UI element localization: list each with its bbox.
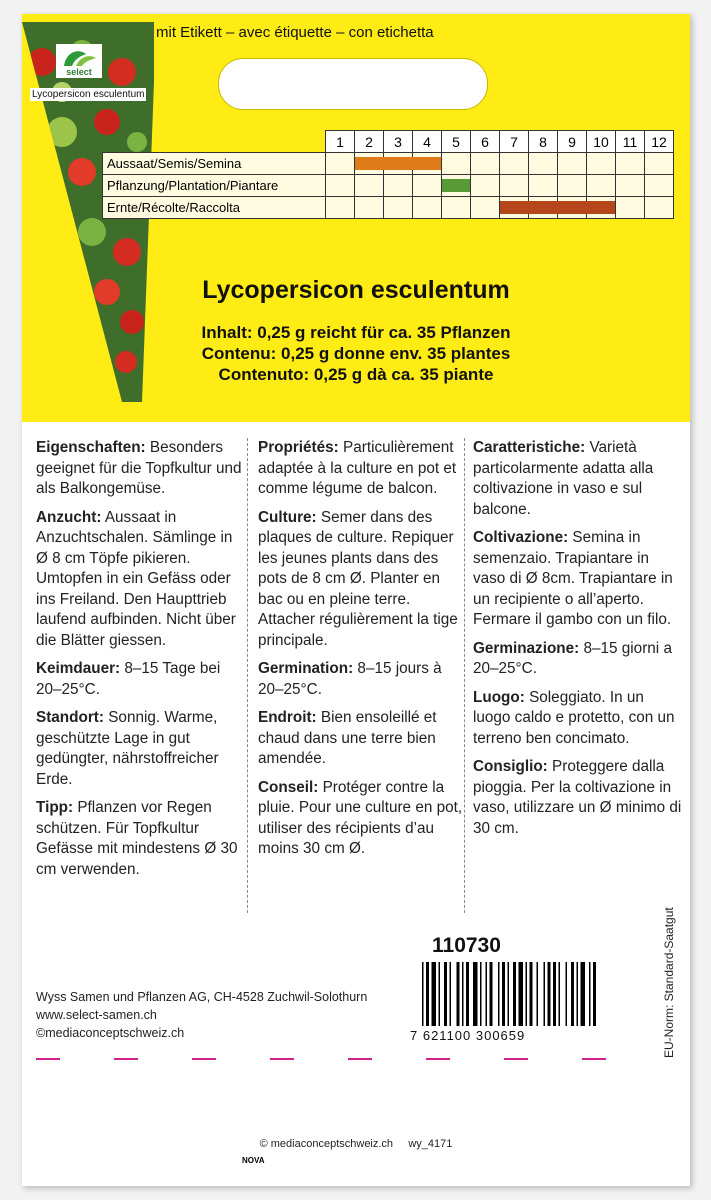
instruction-heading: Standort: (36, 709, 104, 726)
instruction-paragraph (258, 659, 468, 700)
column-divider (464, 438, 465, 913)
calendar-bar (442, 179, 470, 192)
seed-packet-back (22, 14, 690, 1186)
barcode-bar (498, 962, 500, 1026)
content-de: Inhalt: 0,25 g reicht für ca. 35 Pflanzen (201, 323, 511, 342)
instruction-text: Soleggiato. In un luogo caldo e protetto, con un terreno ben concimato. (473, 688, 675, 747)
instruction-heading: Eigenschaften: (36, 439, 146, 456)
header-panel (22, 14, 690, 422)
month-cell: 12 (645, 131, 674, 153)
instruction-paragraph (258, 708, 468, 770)
barcode-bar (457, 962, 460, 1026)
instruction-paragraph (473, 639, 683, 680)
calendar-bar (528, 201, 558, 214)
barcode-bar (577, 962, 579, 1026)
calendar-bar (412, 157, 441, 170)
content-it: Contenuto: 0,25 g dà ca. 35 piante (218, 365, 494, 384)
calendar-row-harvest (103, 197, 674, 219)
instruction-heading: Propriétés: (258, 439, 339, 456)
label-note: mit Etikett – avec étiquette – con etichetta (156, 24, 434, 41)
column-italian (473, 438, 683, 847)
barcode-bar (566, 962, 568, 1026)
eu-norm-label: EU-Norm: Standard-Saatgut (662, 907, 676, 1058)
calendar-bar (383, 157, 413, 170)
company-info (36, 988, 367, 1042)
barcode-bar (450, 962, 452, 1026)
month-cell: 2 (355, 131, 384, 153)
barcode-bar (571, 962, 574, 1026)
instruction-text: Semina in semenzaio. Trapiantare in vaso di Ø 8cm. Trapiantare in un recipiente o all’aperto. Fermare il gambo con un filo. (473, 529, 673, 628)
instruction-heading: Culture: (258, 508, 317, 526)
column-german (36, 438, 246, 888)
calendar-bar (586, 201, 615, 214)
barcode-bar (559, 962, 561, 1026)
barcode-bar (593, 962, 596, 1026)
column-divider (247, 438, 248, 913)
instruction-heading: Coltivazione: (473, 529, 569, 546)
instruction-paragraph (36, 798, 246, 880)
barcode-bar (548, 962, 551, 1026)
barcode-bar (513, 962, 516, 1026)
column-french (258, 438, 468, 868)
company-copyright: ©mediaconceptschweiz.ch (36, 1026, 185, 1040)
instruction-text: Pflanzen vor Regen schützen. Für Topfkultur Gefässe mit mindestens Ø 30 cm verwenden. (36, 799, 238, 878)
calendar-row-label: Pflanzung/Plantation/Piantare (103, 175, 326, 197)
company-website: www.select-samen.ch (36, 1008, 157, 1022)
instruction-paragraph (473, 688, 683, 750)
content-info (22, 322, 690, 385)
month-cell: 9 (558, 131, 587, 153)
instruction-heading: Anzucht: (36, 508, 102, 526)
instruction-text: Particulièrement adaptée à la culture en pot et comme légume de balcon. (258, 439, 457, 497)
calendar-row-planting (103, 175, 674, 197)
barcode-bar (432, 962, 437, 1026)
calendar-row-label: Aussaat/Semis/Semina (103, 153, 326, 175)
instruction-text: Aussaat in Anzuchtschalen. Sämlinge in Ø 8 cm Töpfe pikieren. Umtopfen in ein Gefäss oder ins Freiland. Den Haupttrieb laufend aufbinden. Nicht über die Blätter giessen. (36, 508, 236, 649)
barcode-bar (544, 962, 546, 1026)
instruction-heading: Germinazione: (473, 639, 580, 657)
instruction-paragraph (258, 508, 468, 652)
nova-logo: NOVA (242, 1156, 265, 1165)
barcode-bar (444, 962, 447, 1026)
instruction-text: 8–15 jours à 20–25°C. (258, 660, 442, 698)
barcode-bar (422, 962, 424, 1026)
barcode-bar (537, 962, 539, 1026)
content-fr: Contenu: 0,25 g donne env. 35 plantes (201, 344, 511, 363)
barcode-bar (581, 962, 586, 1026)
instruction-heading: Germination: (258, 660, 354, 677)
barcode-bar (553, 962, 556, 1026)
instruction-text: Sonnig. Warme, geschützte Lage in gut gedüngter, nährstoffreicher Erde. (36, 709, 219, 788)
instruction-paragraph (36, 708, 246, 790)
footer-copyright: © mediaconceptschweiz.ch (259, 1138, 394, 1150)
month-cell: 8 (529, 131, 558, 153)
instruction-text: 8–15 Tage bei 20–25°C. (36, 660, 221, 698)
cut-line (36, 1058, 656, 1062)
barcode-bar (502, 962, 505, 1026)
instruction-paragraph (258, 438, 468, 500)
barcode-bar (439, 962, 441, 1026)
select-logo (56, 44, 102, 78)
instruction-paragraph (36, 438, 246, 500)
logo-text: select (66, 67, 92, 77)
month-cell: 10 (587, 131, 616, 153)
month-cell: 7 (500, 131, 529, 153)
instruction-text: Proteggere dalla pioggia. Per la coltivazione in vaso, utilizzare un Ø minimo di 30 cm. (473, 758, 682, 837)
barcode-bar (519, 962, 524, 1026)
month-cell: 5 (442, 131, 471, 153)
calendar-row-label: Ernte/Récolte/Raccolta (103, 197, 326, 219)
instruction-text: Varietà particolarmente adatta alla coltivazione in vaso e sul balcone. (473, 439, 654, 518)
month-cell: 1 (326, 131, 355, 153)
barcode-bar (589, 962, 591, 1026)
barcode-bar (490, 962, 493, 1026)
article-number: 110730 (432, 934, 501, 957)
month-cell: 4 (413, 131, 442, 153)
instruction-heading: Tipp: (36, 799, 74, 816)
instruction-paragraph (473, 528, 683, 631)
instruction-heading: Keimdauer: (36, 660, 121, 677)
calendar-bar (500, 201, 529, 214)
instruction-text: 8–15 giorni a 20–25°C. (473, 639, 672, 677)
calendar-bar (355, 157, 384, 170)
barcode-bar (462, 962, 464, 1026)
barcode-bar (530, 962, 533, 1026)
barcode-bar (466, 962, 469, 1026)
hang-hole (218, 58, 488, 110)
barcode-bar (473, 962, 478, 1026)
month-cell: 3 (384, 131, 413, 153)
calendar-row-sowing (103, 153, 674, 175)
instruction-paragraph (473, 757, 683, 839)
month-cell: 6 (471, 131, 500, 153)
instruction-heading: Consiglio: (473, 758, 548, 775)
company-name: Wyss Samen und Pflanzen AG, CH-4528 Zuchwil-Solothurn (36, 990, 368, 1004)
instruction-heading: Conseil: (258, 778, 319, 796)
instruction-text: Bien ensoleillé et chaud dans une terre bien amendée. (258, 709, 437, 767)
barcode (422, 962, 648, 1034)
month-cell: 11 (616, 131, 645, 153)
instruction-text: Besonders geeignet für die Topfkultur und als Balkongemüse. (36, 439, 242, 497)
instruction-heading: Caratteristiche: (473, 439, 586, 456)
barcode-bar (508, 962, 510, 1026)
instruction-text: Semer dans des plaques de culture. Repiquer les jeunes plants dans des pots de 8 cm Ø. Planter en bac ou en pleine terre. Attacher régulièrement la tige principale. (258, 508, 458, 649)
instruction-heading: Endroit: (258, 709, 317, 726)
barcode-digits: 7 621100 300659 (410, 1028, 526, 1043)
instruction-paragraph (36, 659, 246, 700)
footer (22, 1138, 690, 1150)
barcode-bar (426, 962, 429, 1026)
barcode-bar (480, 962, 482, 1026)
instructions (22, 422, 690, 922)
calendar-months-row (103, 131, 674, 153)
footer-code: wy_4171 (408, 1138, 453, 1150)
latin-name-small: Lycopersicon esculentum (32, 89, 145, 100)
barcode-bar (526, 962, 528, 1026)
barcode-bar (486, 962, 488, 1026)
instruction-text: Protéger contre la pluie. Pour une culture en pot, utiliser des récipients d’au moins 30 cm Ø. (258, 778, 463, 857)
growing-calendar (102, 130, 674, 219)
calendar-bar (557, 201, 587, 214)
instruction-paragraph (36, 508, 246, 652)
instruction-paragraph (258, 778, 468, 860)
product-title: Lycopersicon esculentum (202, 276, 510, 304)
instruction-heading: Luogo: (473, 688, 525, 706)
instruction-paragraph (473, 438, 683, 520)
